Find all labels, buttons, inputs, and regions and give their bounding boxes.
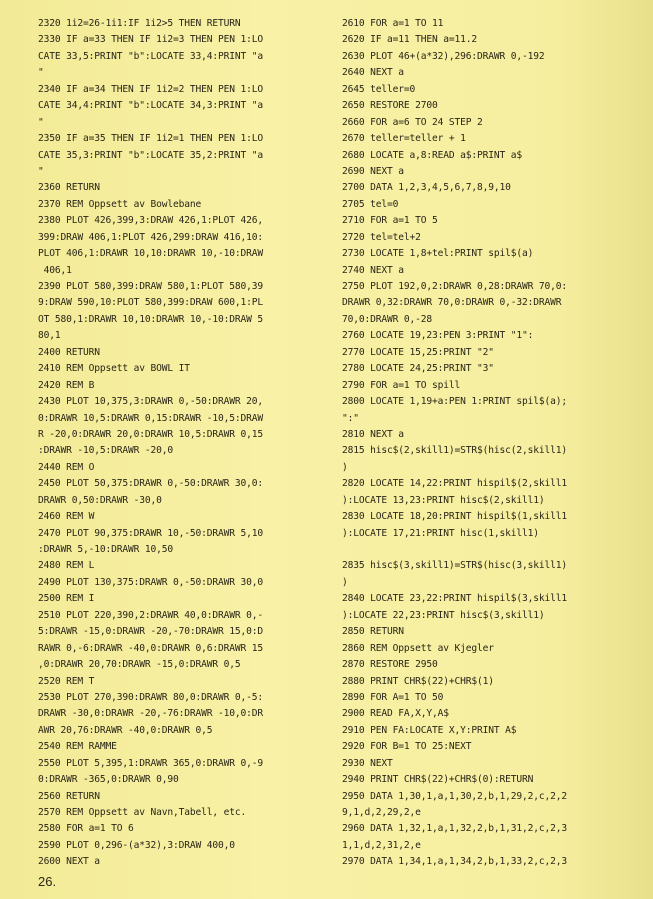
code-line: CATE 35,3:PRINT "b":LOCATE 35,2:PRINT "a	[38, 149, 264, 161]
code-line: 2815 hisc$(2,skill1)=STR$(hisc(2,skill1)	[342, 445, 568, 457]
code-line: R -20,0:DRAWR 20,0:DRAWR 10,5:DRAWR 0,15	[38, 428, 264, 440]
code-line: 2830 LOCATE 18,20:PRINT hispil$(1,skill1	[342, 511, 568, 523]
code-line: 2660 FOR a=6 TO 24 STEP 2	[342, 116, 483, 128]
code-line: OT 580,1:DRAWR 10,10:DRAWR 10,-10:DRAW 5	[38, 313, 264, 325]
code-line: 2890 FOR A=1 TO 50	[342, 691, 444, 703]
code-line: 2500 REM I	[38, 593, 95, 605]
code-line: 2900 READ FA,X,Y,A$	[342, 708, 449, 720]
code-line: "	[38, 116, 44, 128]
code-line: 2320 1i2=26-1i1:IF 1i2>5 THEN RETURN	[38, 18, 241, 29]
code-line: 2950 DATA 1,30,1,a,1,30,2,b,1,29,2,c,2,2	[342, 790, 568, 802]
code-line: 2760 LOCATE 19,23:PEN 3:PRINT "1":	[342, 330, 534, 342]
code-line: PLOT 406,1:DRAWR 10,10:DRAWR 10,-10:DRAW	[38, 248, 264, 260]
code-line: 2530 PLOT 270,390:DRAWR 80,0:DRAWR 0,-5:	[38, 691, 264, 703]
code-line: 2410 REM Oppsett av BOWL IT	[38, 363, 190, 375]
code-line: 2840 LOCATE 23,22:PRINT hispil$(3,skill1	[342, 593, 568, 605]
code-line: 80,1	[38, 330, 61, 342]
code-line: 9,1,d,2,29,2,e	[342, 807, 421, 818]
code-line: 2720 tel=tel+2	[342, 231, 421, 243]
code-line: DRAWR 0,32:DRAWR 70,0:DRAWR 0,-32:DRAWR	[342, 297, 562, 309]
code-line: 2940 PRINT CHR$(22)+CHR$(0):RETURN	[342, 774, 534, 786]
code-line: 2920 FOR B=1 TO 25:NEXT	[342, 741, 472, 753]
code-line: RAWR 0,-6:DRAWR -40,0:DRAWR 0,6:DRAWR 15	[38, 642, 264, 654]
code-line: 399:DRAW 406,1:PLOT 426,299:DRAW 416,10:	[38, 231, 264, 243]
code-line: 2960 DATA 1,32,1,a,1,32,2,b,1,31,2,c,2,3	[342, 823, 568, 835]
code-line: 2730 LOCATE 1,8+tel:PRINT spil$(a)	[342, 248, 534, 260]
code-line: 2350 IF a=35 THEN IF 1i2=1 THEN PEN 1:LO	[38, 133, 264, 145]
code-line: 2330 IF a=33 THEN IF 1i2=3 THEN PEN 1:LO	[38, 34, 264, 46]
code-line: 2570 REM Oppsett av Navn,Tabell, etc.	[38, 807, 247, 818]
code-line: 2910 PEN FA:LOCATE X,Y:PRINT A$	[342, 724, 517, 736]
code-line: 2780 LOCATE 24,25:PRINT "3"	[342, 363, 494, 375]
code-line: ):LOCATE 17,21:PRINT hisc(1,skill1)	[342, 527, 539, 539]
code-line: 2550 PLOT 5,395,1:DRAWR 365,0:DRAWR 0,-9	[38, 757, 264, 769]
code-line: DRAWR -30,0:DRAWR -20,-76:DRAWR -10,0:DR	[38, 708, 264, 720]
code-line: 2480 REM L	[38, 560, 95, 572]
code-line: "	[38, 165, 44, 177]
code-line: )	[342, 576, 348, 588]
code-line: 2540 REM RAMME	[38, 741, 117, 753]
code-line: AWR 20,76:DRAWR -40,0:DRAWR 0,5	[38, 724, 213, 736]
code-line: 2690 NEXT a	[342, 165, 404, 177]
code-line: ,0:DRAWR 20,70:DRAWR -15,0:DRAWR 0,5	[38, 659, 241, 671]
code-line: 2850 RETURN	[342, 626, 404, 638]
code-line: CATE 33,5:PRINT "b":LOCATE 33,4:PRINT "a	[38, 50, 264, 62]
code-line: 2560 RETURN	[38, 790, 100, 802]
code-line: 2860 REM Oppsett av Kjegler	[342, 642, 494, 654]
code-line: 2360 RETURN	[38, 182, 100, 194]
page-number: 26.	[38, 874, 57, 889]
code-line: ):LOCATE 22,23:PRINT hisc$(3,skill1)	[342, 609, 545, 621]
code-line: 5:DRAWR -15,0:DRAWR -20,-70:DRAWR 15,0:D	[38, 626, 264, 638]
code-line: :DRAWR 5,-10:DRAWR 10,50	[38, 544, 174, 555]
code-line: 2640 NEXT a	[342, 67, 404, 79]
code-line: 2390 PLOT 580,399:DRAW 580,1:PLOT 580,39	[38, 281, 264, 292]
code-line: 2740 NEXT a	[342, 264, 404, 276]
code-line: 2750 PLOT 192,0,2:DRAWR 0,28:DRAWR 70,0:	[342, 281, 568, 292]
code-line: 2430 PLOT 10,375,3:DRAWR 0,-50:DRAWR 20,	[38, 396, 264, 408]
code-line: 2490 PLOT 130,375:DRAWR 0,-50:DRAWR 30,0	[38, 576, 264, 588]
left-code-column	[38, 16, 320, 871]
code-line: CATE 34,4:PRINT "b":LOCATE 34,3:PRINT "a	[38, 100, 264, 112]
code-line: 0:DRAWR 10,5:DRAWR 0,15:DRAWR -10,5:DRAW	[38, 412, 264, 424]
code-line: 406,1	[38, 264, 72, 276]
code-line: 2420 REM B	[38, 379, 95, 391]
code-line: 2630 PLOT 46+(a*32),296:DRAWR 0,-192	[342, 50, 545, 62]
code-line: 2450 PLOT 50,375:DRAWR 0,-50:DRAWR 30,0:	[38, 478, 264, 490]
code-line	[342, 542, 642, 558]
code-line: 2870 RESTORE 2950	[342, 659, 438, 671]
code-line: 2580 FOR a=1 TO 6	[38, 823, 134, 835]
code-line: "	[38, 67, 44, 79]
code-line: 0:DRAWR -365,0:DRAWR 0,90	[38, 774, 179, 786]
code-line: 2620 IF a=11 THEN a=11.2	[342, 34, 478, 46]
code-line: 2610 FOR a=1 TO 11	[342, 18, 444, 29]
code-line: 2440 REM O	[38, 461, 95, 473]
code-line: 2835 hisc$(3,skill1)=STR$(hisc(3,skill1)	[342, 560, 568, 572]
code-line: 2680 LOCATE a,8:READ a$:PRINT a$	[342, 149, 523, 161]
code-line: 2700 DATA 1,2,3,4,5,6,7,8,9,10	[342, 182, 511, 194]
code-line: 9:DRAW 590,10:PLOT 580,399:DRAW 600,1:PL	[38, 297, 264, 309]
code-line: 1,1,d,2,31,2,e	[342, 839, 421, 851]
code-line: 2380 PLOT 426,399,3:DRAW 426,1:PLOT 426,	[38, 215, 264, 227]
code-line: 2600 NEXT a	[38, 856, 100, 868]
code-line: 2970 DATA 1,34,1,a,1,34,2,b,1,33,2,c,2,3	[342, 856, 568, 868]
right-code-column	[342, 16, 642, 871]
code-line: 2340 IF a=34 THEN IF 1i2=2 THEN PEN 1:LO	[38, 83, 264, 95]
code-line: :DRAWR -10,5:DRAWR -20,0	[38, 445, 174, 457]
code-line: 2820 LOCATE 14,22:PRINT hispil$(2,skill1	[342, 478, 568, 490]
code-line: 2790 FOR a=1 TO spill	[342, 379, 461, 391]
code-line: ":"	[342, 412, 359, 424]
code-line: 2460 REM W	[38, 511, 95, 523]
code-line: 2705 tel=0	[342, 198, 399, 210]
code-line: 2645 teller=0	[342, 83, 416, 95]
code-line: )	[342, 461, 348, 473]
code-line: 2520 REM T	[38, 675, 95, 687]
code-line: 2470 PLOT 90,375:DRAWR 10,-50:DRAWR 5,10	[38, 527, 264, 539]
code-line: DRAWR 0,50:DRAWR -30,0	[38, 494, 162, 506]
code-line: 2590 PLOT 0,296-(a*32),3:DRAW 400,0	[38, 839, 235, 851]
code-line: 2800 LOCATE 1,19+a:PEN 1:PRINT spil$(a);	[342, 396, 568, 408]
code-line: 2400 RETURN	[38, 346, 100, 358]
code-line: 2930 NEXT	[342, 757, 393, 769]
code-line: 70,0:DRAWR 0,-28	[342, 313, 433, 325]
code-line: 2880 PRINT CHR$(22)+CHR$(1)	[342, 675, 494, 687]
code-line: 2650 RESTORE 2700	[342, 100, 438, 112]
code-line: 2670 teller=teller + 1	[342, 133, 466, 145]
code-line: 2770 LOCATE 15,25:PRINT "2"	[342, 346, 494, 358]
code-line: 2810 NEXT a	[342, 428, 404, 440]
code-line: 2510 PLOT 220,390,2:DRAWR 40,0:DRAWR 0,-	[38, 609, 264, 621]
code-line: ):LOCATE 13,23:PRINT hisc$(2,skill1)	[342, 494, 545, 506]
code-line: 2370 REM Oppsett av Bowlebane	[38, 198, 202, 210]
code-line: 2710 FOR a=1 TO 5	[342, 215, 438, 227]
